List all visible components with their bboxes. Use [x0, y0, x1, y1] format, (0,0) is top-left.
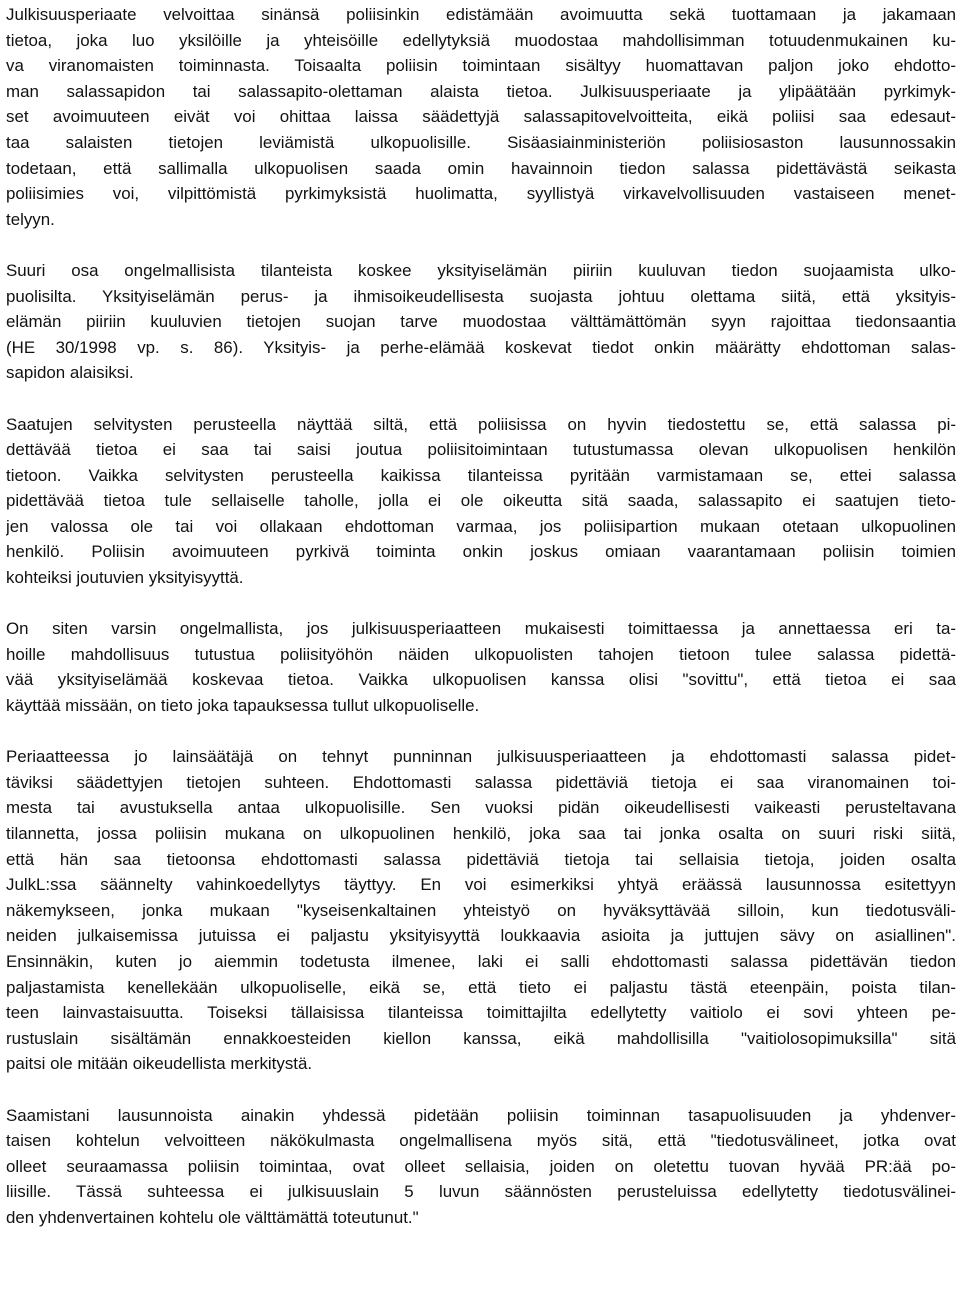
text-line: mesta tai avustuksella antaa ulkopuolisille. Sen vuoksi pidän oikeudellisesti vaikeasti perusteltavana [6, 798, 956, 818]
text-line: va viranomaisten toiminnasta. Toisaalta poliisin toimintaan sisältyy huomattavan paljon joko ehdotto- [6, 56, 956, 76]
text-line: Saamistani lausunnoista ainakin yhdessä pidetään poliisin toiminnan tasapuolisuuden ja yhdenver- [6, 1105, 956, 1125]
text-line: Suuri osa ongelmallisista tilanteista koskee yksityiselämän piiriin kuuluvan tiedon suojaamista ulko- [6, 260, 956, 280]
text-line: täviksi säädettyjen tietojen suhteen. Ehdottomasti salassa pidettäviä tietoja ei saa viranomainen toi- [6, 772, 956, 792]
text-line: taa salaisten tietojen leviämistä ulkopuolisille. Sisäasiainministeriön poliisiosaston lausunnossakin [6, 132, 956, 152]
text-line: poliisimies voi, vilpittömistä pyrkimyksistä huolimatta, syyllistyä virkavelvollisuuden vastaiseen menet- [6, 184, 956, 204]
text-line: tietoa, joka luo yksilöille ja yhteisöille edellytyksiä muodostaa mahdollisimman totuudenmukainen ku- [6, 30, 956, 50]
text-line: puolisilta. Yksityiselämän perus- ja ihmisoikeudellisesta suojasta johtuu olettama siitä, että yksityis- [6, 286, 956, 306]
text-line: olleet seuraamassa poliisin toimintaa, ovat olleet sellaisia, joiden on oletettu tuovan hyvää PR:ää po- [6, 1156, 956, 1176]
text-line: näkemykseen, jonka mukaan "kyseisenkaltainen yhteistyö on hyväksyttävää silloin, kun tiedotusväli- [6, 900, 956, 920]
text-line: Julkisuusperiaate velvoittaa sinänsä poliisinkin edistämään avoimuutta sekä tuottamaan ja jakamaan [6, 5, 956, 24]
text-line: paitsi ole mitään oikeudellista merkitystä. [6, 1054, 313, 1074]
paragraph-1 [6, 2, 956, 232]
text-line: paljastamista kenellekään ulkopuoliselle, eikä se, että tieto ei paljastu tästä eteenpäin, poista tilan- [6, 977, 956, 997]
text-line: dettävää tietoa ei saa tai saisi joutua poliisitoimintaan tutustumassa olevan ulkopuolisen henkilön [6, 440, 956, 460]
paragraph-2 [6, 258, 956, 386]
text-line: Saatujen selvitysten perusteella näyttää siltä, että poliisissa on hyvin tiedostettu se, että salassa pi- [6, 414, 956, 434]
text-line: Ensinnäkin, kuten jo aiemmin todetusta ilmenee, laki ei salli ehdottomasti salassa pidettävän tiedon [6, 951, 956, 971]
text-line: elämän piiriin kuuluvien tietojen suojan tarve muodostaa välttämättömän syyn rajoittaa tiedonsaantia [6, 312, 956, 332]
text-line: että hän saa tietoonsa ehdottomasti salassa pidettäviä tietoja tai sellaisia tietoja, joiden osalta [6, 849, 956, 869]
document-body [6, 2, 956, 1256]
text-line: Periaatteessa jo lainsäätäjä on tehnyt punninnan julkisuusperiaatteen ja ehdottomasti salassa pidet- [6, 747, 956, 767]
text-line: hoille mahdollisuus tutustua poliisityöhön näiden ulkopuolisten tahojen tietoon tulee salassa pidettä- [6, 644, 956, 664]
text-line: den yhdenvertainen kohtelu ole välttämättä toteutunut." [6, 1207, 419, 1227]
text-line: neiden julkaisemissa jutuissa ei paljastu yksityisyyttä loukkaavia asioita ja juttujen sävy on asiallinen". [6, 926, 956, 946]
text-line: set avoimuuteen eivät voi ohittaa laissa säädettyjä salassapitovelvoitteita, eikä poliisi saa edesaut- [6, 107, 956, 127]
text-line: tilannetta, jossa poliisin mukana on ulkopuolinen henkilö, joka saa tai jonka osalta on suuri riski siitä, [6, 824, 956, 843]
text-line: telyyn. [6, 209, 55, 229]
paragraph-6 [6, 1103, 956, 1231]
text-line: JulkL:ssa säännelty vahinkoedellytys täyttyy. En voi esimerkiksi yhtyä eräässä lausunnossa esitettyyn [6, 875, 956, 895]
text-line: henkilö. Poliisin avoimuuteen pyrkivä toiminta onkin joskus omiaan vaarantamaan poliisin toimien [6, 542, 956, 562]
paragraph-5 [6, 744, 956, 1077]
paragraph-3 [6, 412, 956, 591]
text-line: man salassapidon tai salassapito-olettaman alaista tietoa. Julkisuusperiaate ja ylipäätään pyrkimyk- [6, 81, 956, 101]
text-line: (HE 30/1998 vp. s. 86). Yksityis- ja perhe-elämää koskevat tiedot onkin määrätty ehdottoman salas- [6, 337, 956, 357]
text-line: todetaan, että sallimalla ulkopuolisen saada omin havainnoin tiedon salassa pidettävästä seikasta [6, 158, 956, 178]
text-line: vää yksityiselämää koskevaa tietoa. Vaikka ulkopuolisen kanssa olisi "sovittu", että tietoa ei saa [6, 670, 956, 690]
text-line: rustuslain sisältämän ennakkoesteiden kiellon kanssa, eikä mahdollisilla "vaitiolosopimuksilla" sitä [6, 1028, 956, 1048]
text-line: pidettävää tietoa tule sellaiselle taholle, jolla ei ole oikeutta sitä saada, salassapito ei saatujen tieto- [6, 491, 956, 511]
text-line: kohteiksi joutuvien yksityisyyttä. [6, 568, 244, 588]
text-line: sapidon alaisiksi. [6, 363, 134, 383]
text-line: On siten varsin ongelmallista, jos julkisuusperiaatteen mukaisesti toimittaessa ja annettaessa eri ta- [6, 619, 956, 639]
text-line: jen valossa ole tai voi ollakaan ehdottoman varmaa, jos poliisipartion mukaan otetaan ulkopuolinen [6, 516, 956, 536]
text-line: tietoon. Vaikka selvitysten perusteella kaikissa tilanteissa pyritään varmistamaan se, ettei salassa [6, 465, 956, 485]
text-line: liisille. Tässä suhteessa ei julkisuuslain 5 luvun säännösten perusteluissa edellytetty tiedotusvälinei- [6, 1182, 956, 1202]
text-line: käyttää missään, on tieto joka tapauksessa tullut ulkopuoliselle. [6, 696, 480, 716]
text-line: taisen kohtelun velvoitteen näkökulmasta ongelmallisena myös sitä, että "tiedotusvälineet, jotka ovat [6, 1131, 956, 1151]
text-line: teen lainvastaisuutta. Toiseksi tällaisissa tilanteissa toimittajilta edellytetty vaitiolo ei sovi yhteen pe- [6, 1003, 956, 1023]
paragraph-4 [6, 616, 956, 718]
